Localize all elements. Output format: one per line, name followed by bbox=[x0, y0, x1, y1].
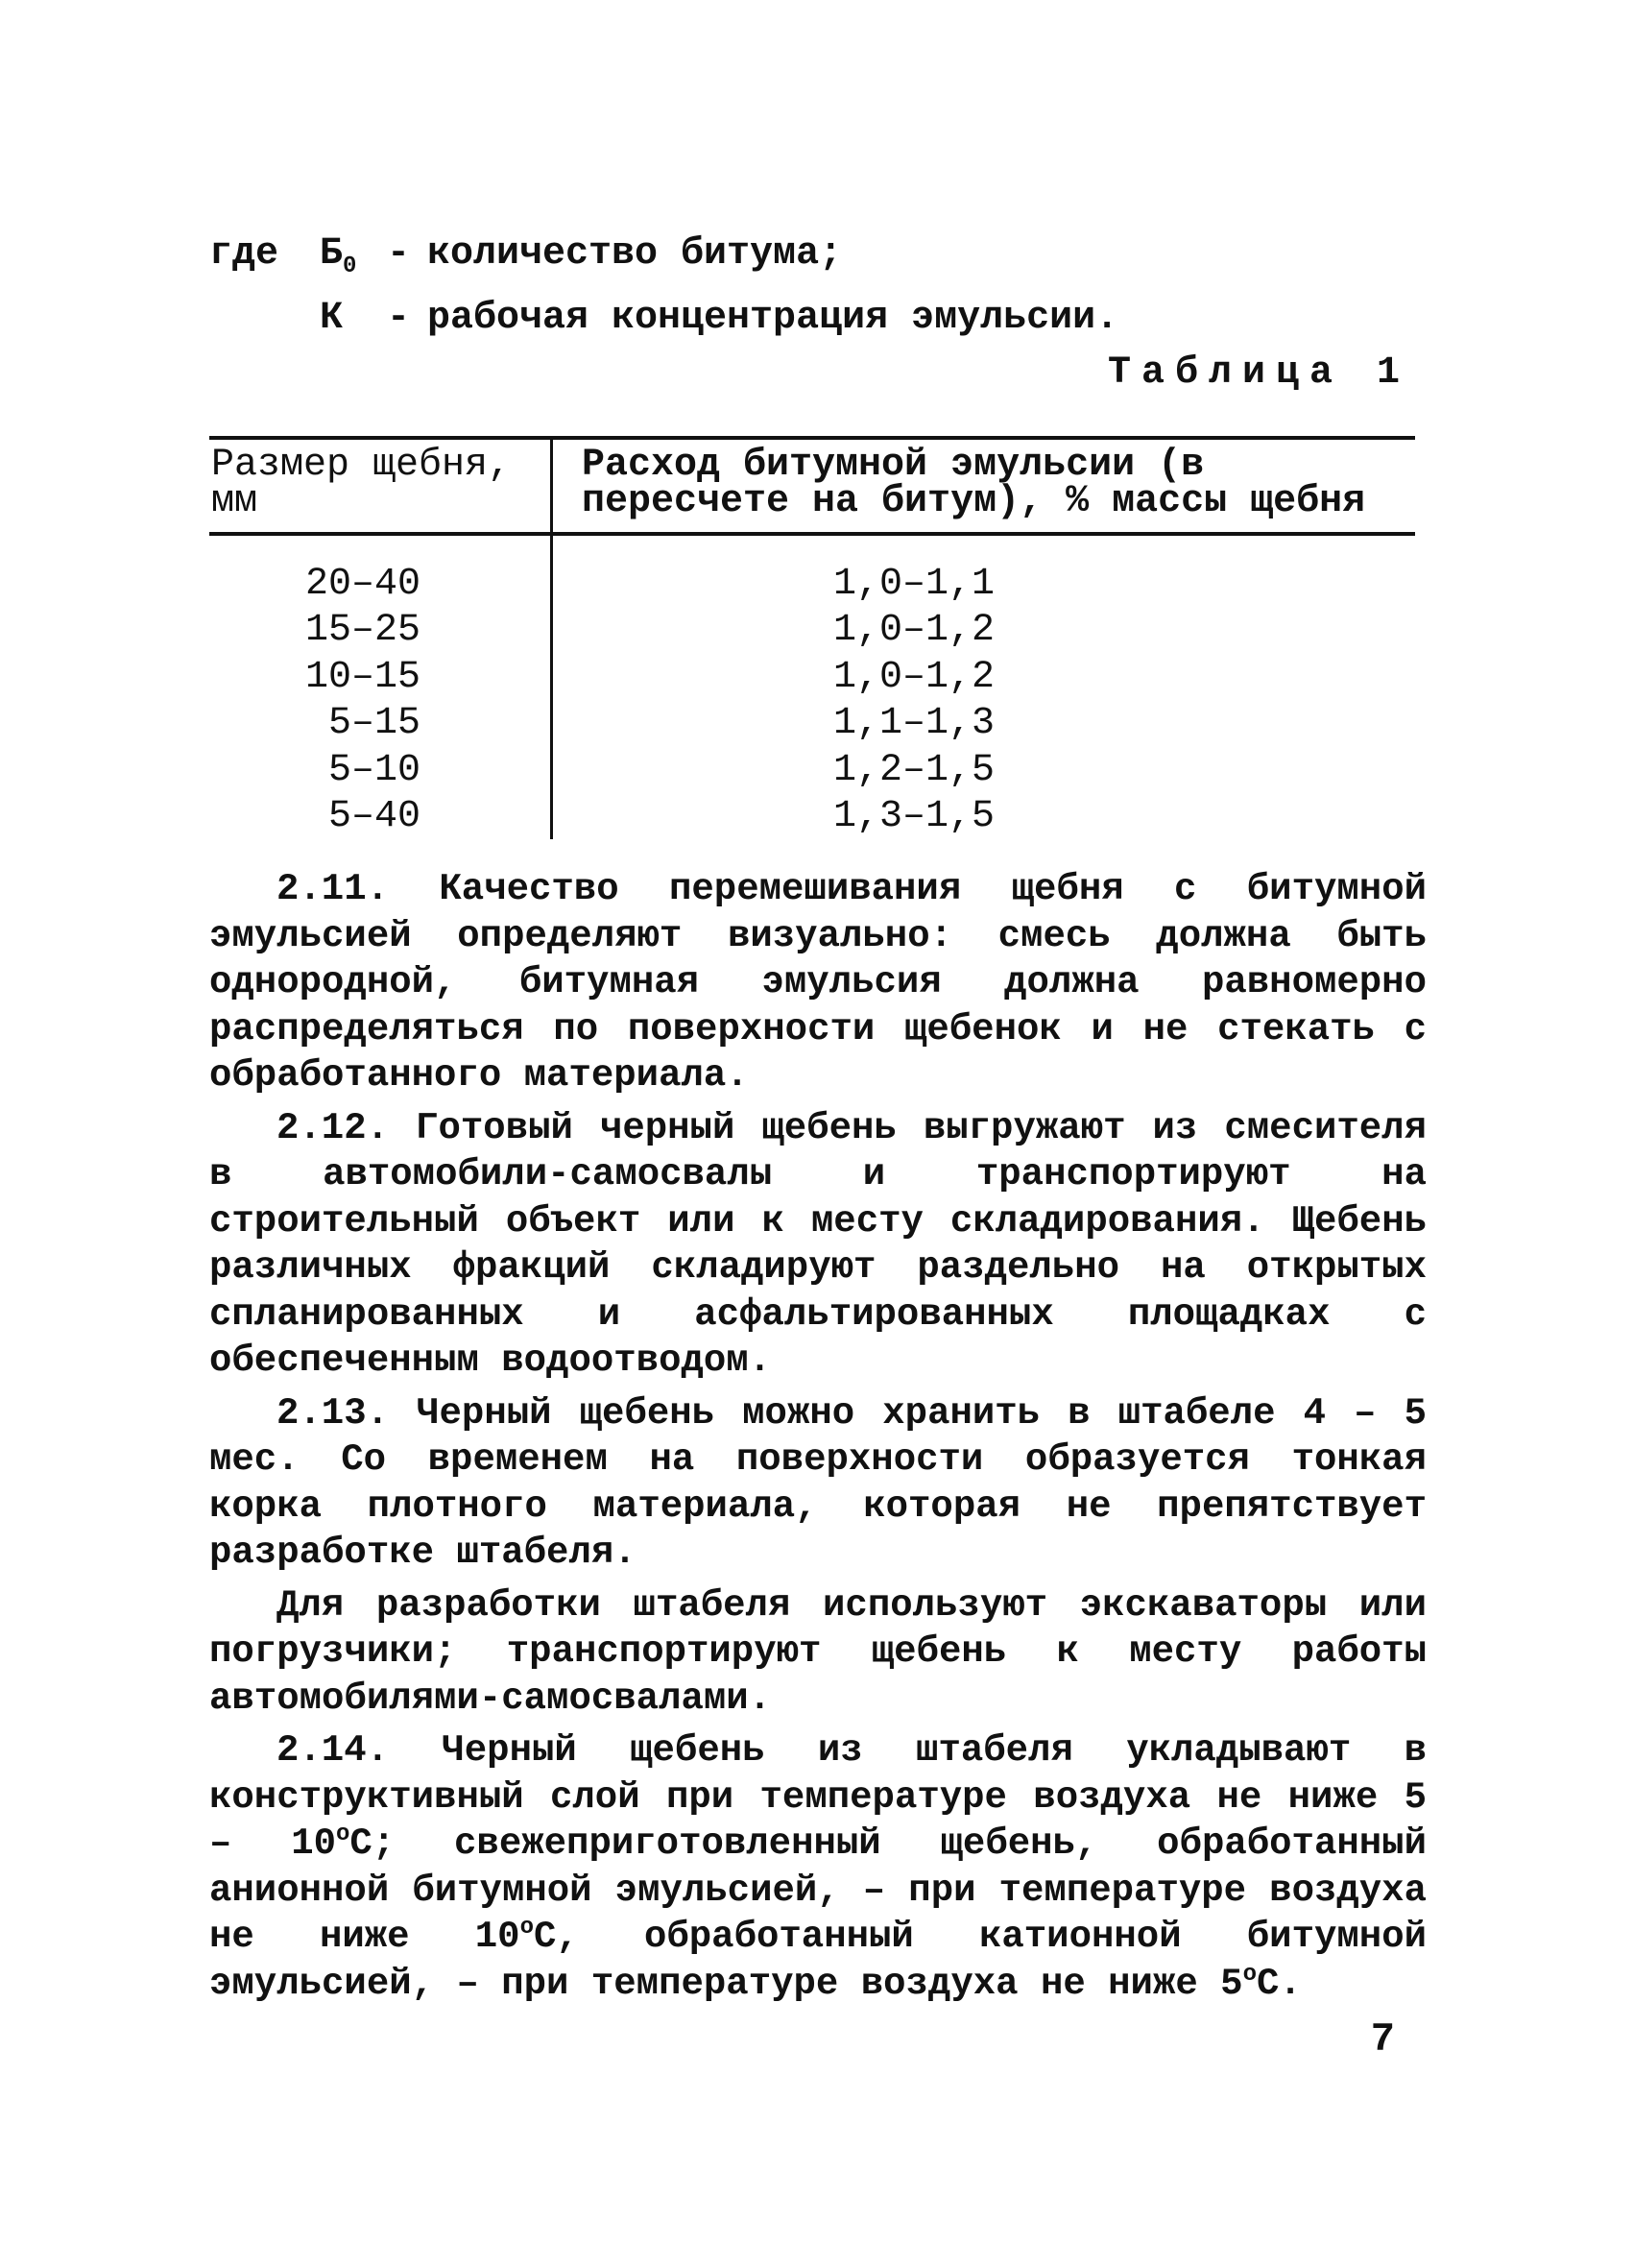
definition-row-k bbox=[209, 293, 1118, 345]
table-body bbox=[209, 561, 1415, 840]
table-cell-size: 5–15 bbox=[327, 702, 420, 746]
variable-definitions bbox=[209, 229, 1118, 345]
table-cell-size: 5–10 bbox=[327, 748, 420, 792]
definition-symbol: $Б_0$ bbox=[320, 232, 357, 279]
table-cell-size: 15–25 bbox=[304, 609, 420, 653]
table-cell-value: 1,1–1,3 bbox=[833, 702, 996, 746]
body-text bbox=[209, 866, 1427, 2007]
table-header-rule bbox=[209, 532, 1415, 536]
table-row bbox=[209, 794, 1415, 841]
table-cell-value: 1,2–1,5 bbox=[833, 748, 996, 792]
table-row bbox=[209, 561, 1415, 608]
table-cell-value: 1,0–1,2 bbox=[833, 655, 996, 699]
paragraph-2-13: 2.13. Черный щебень можно хранить в штабеле 4 – 5 мес. Со временем на поверхности образуется тонкая корка плотного материала, которая не препятствует разработке штабеля. bbox=[209, 1391, 1427, 1574]
table-cell-value: 1,0–1,2 bbox=[833, 609, 996, 653]
table-cell-value: 1,3–1,5 bbox=[833, 795, 996, 839]
table-top-rule bbox=[209, 436, 1415, 440]
table-header-size: Размер щебня, мм bbox=[211, 444, 512, 523]
degree-mark: о bbox=[519, 1915, 534, 1941]
definition-symbol: К bbox=[320, 297, 344, 340]
paragraph-2-14: 2.14. Черный щебень из штабеля укладывают в конструктивный слой при температуре воздуха не ниже $5 - 10^оС$; свежеприготовленный щебень, обработанный анионной битумной эмульсией, – при температуре воздуха не ниже $10^оС$, обработанный катионной битумной эмульсией, – при температуре воздуха не ниже $5^оС$. bbox=[209, 1729, 1428, 2005]
definition-lead: где bbox=[209, 232, 279, 276]
definition-dash: - bbox=[387, 232, 411, 276]
table-cell-size: 20–40 bbox=[304, 562, 420, 606]
table-caption: Таблица 1 bbox=[1107, 351, 1410, 395]
table-cell-value: 1,0–1,1 bbox=[833, 562, 996, 606]
degree-mark: о bbox=[1242, 1961, 1257, 1988]
table-cell-size: 5–40 bbox=[327, 795, 420, 839]
definition-text: рабочая концентрация эмульсии. bbox=[427, 297, 1119, 340]
definition-dash: - bbox=[387, 297, 411, 340]
table-row bbox=[209, 701, 1415, 748]
paragraph-2-13-continued: Для разработки штабеля используют экскаваторы или погрузчики; транспортируют щебень к месту работы автомобилями-самосвалами. bbox=[209, 1583, 1427, 1720]
table-row bbox=[209, 747, 1415, 794]
table-header-consumption: Расход битумной эмульсии (в пересчете на битум), % массы щебня bbox=[582, 444, 1366, 523]
definition-row-b0 bbox=[209, 229, 1118, 293]
degree-mark: о bbox=[336, 1822, 350, 1847]
page-number: 7 bbox=[1370, 2016, 1395, 2063]
table-row bbox=[209, 608, 1415, 655]
paragraph-2-12: 2.12. Готовый черный щебень выгружают из смесителя в автомобили-самосвалы и транспортируют на строительный объект или к месту складирования. Щебень различных фракций складируют раздельно на открытых спланированных и асфальтированных площадках с обеспеченным водоотводом. bbox=[209, 1106, 1427, 1382]
definition-text: количество битума; bbox=[427, 232, 843, 276]
paragraph-2-11: 2.11. Качество перемешивания щебня с битумной эмульсией определяют визуально: смесь должна быть однородной, битумная эмульсия должна равномерно распределяться по поверхности щебенок и не стекать с обработанного материала. bbox=[209, 868, 1427, 1097]
table-row bbox=[209, 654, 1415, 701]
table-cell-size: 10–15 bbox=[304, 655, 420, 699]
